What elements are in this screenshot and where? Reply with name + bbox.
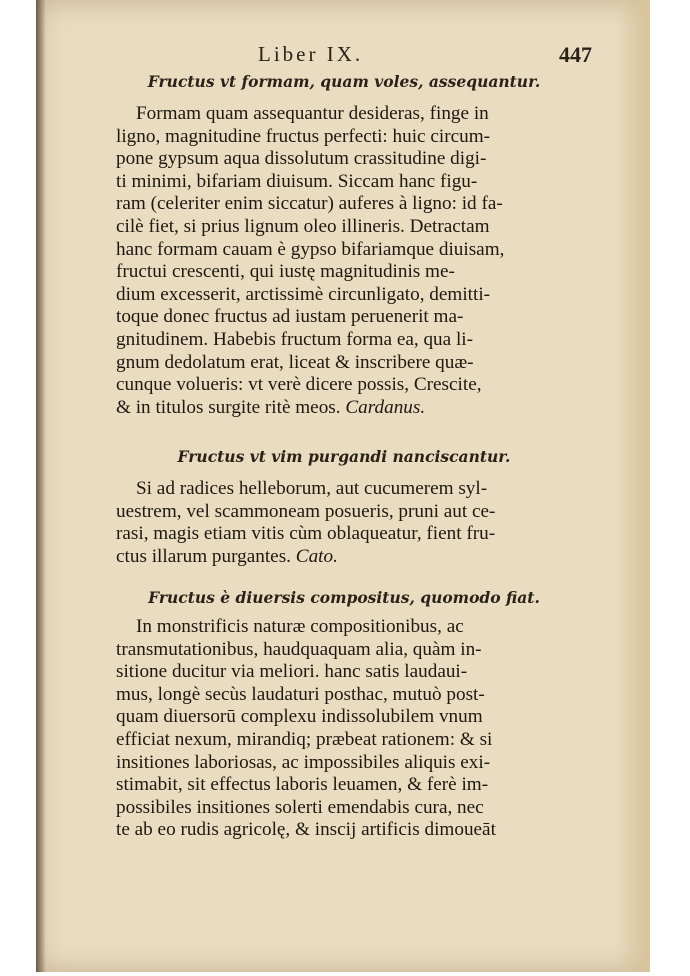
attribution: Cato. [295, 545, 338, 567]
section-body-1 [116, 103, 571, 419]
text-line: sitione ducitur via meliori. hanc satis laudaui- [116, 661, 468, 683]
text-line-last [116, 546, 571, 569]
text-line: hanc formam cauam è gypso bifariamque diuisam, [116, 238, 505, 260]
page-edge [616, 0, 650, 972]
attribution: Cardanus. [345, 396, 426, 418]
text-line: In monstrificis naturæ compositionibus, ac [136, 616, 464, 637]
text-line: quam diuersorū complexu indissolubilem vnum [116, 706, 483, 728]
text-line: pone gypsum aqua dissolutum crassitudine digi- [116, 148, 487, 170]
text-line: Si ad radices helleborum, aut cucumerem syl- [136, 478, 488, 499]
text-line: efficiat nexum, mirandiq; præbeat rationem: & si [116, 728, 493, 750]
text-line: insitiones laboriosas, ac impossibiles aliquis exi- [116, 751, 491, 773]
text-line: te ab eo rudis agricolę, & inscij artificis dimoueāt [116, 819, 496, 841]
text-line: fructui crescenti, qui iustę magnitudinis me- [116, 261, 455, 283]
text-line-content: & in titulos surgite ritè meos. [116, 396, 341, 418]
text-line: ligno, magnitudine fructus perfecti: huic circum- [116, 125, 491, 147]
running-head [36, 42, 650, 70]
text-line: transmutationibus, haudquaquam alia, quàm in- [116, 638, 482, 660]
text-line: Formam quam assequantur desideras, finge in [136, 103, 489, 124]
book-title: Liber IX. [258, 42, 364, 66]
text-line: ti minimi, bifariam diuisum. Siccam hanc figu- [116, 170, 478, 192]
section-heading-1: Fructus vt formam, quam voles, assequantur. [147, 72, 541, 91]
section-body-2 [116, 478, 571, 568]
text-line-last [116, 397, 571, 420]
text-line: dium excesserit, arctissimè circunligato, demitti- [116, 283, 491, 305]
section-body-3 [116, 616, 571, 842]
text-line-content: ctus illarum purgantes. [116, 545, 291, 567]
text-line: gnitudinem. Habebis fructum forma ea, qua li- [116, 328, 473, 350]
gutter-shadow [36, 0, 46, 972]
text-line: cunque volueris: vt verè dicere possis, Crescite, [116, 374, 482, 396]
text-line: mus, longè secùs laudaturi posthac, mutuò post- [116, 683, 485, 705]
text-line: ram (celeriter enim siccatur) auferes à ligno: id fa- [116, 193, 503, 215]
section-heading-2: Fructus vt vim purgandi nanciscantur. [177, 447, 511, 466]
book-page [36, 0, 650, 972]
text-line: stimabit, sit effectus laboris leuamen, & ferè im- [116, 774, 489, 796]
text-line: toque donec fructus ad iustam peruenerit ma- [116, 306, 464, 328]
section-heading-3: Fructus è diuersis compositus, quomodo fiat. [148, 588, 540, 607]
text-line: rasi, magis etiam vitis cùm oblaqueatur, fient fru- [116, 523, 496, 545]
text-line: possibiles insitiones solerti emendabis cura, nec [116, 796, 484, 818]
text-line: gnum dedolatum erat, liceat & inscribere quæ- [116, 351, 474, 373]
text-line: cilè fiet, si prius lignum oleo illineris. Detractam [116, 215, 490, 237]
text-line: uestrem, vel scammoneam posueris, pruni aut ce- [116, 500, 496, 522]
page-number: 447 [559, 42, 592, 67]
